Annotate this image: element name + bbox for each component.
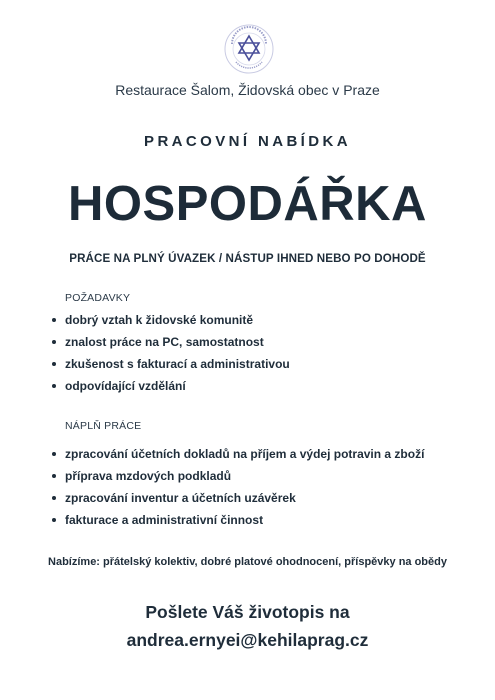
duty-text: příprava mzdových podkladů (65, 469, 232, 483)
contact-email[interactable]: andrea.ernyei@kehilaprag.cz (126, 630, 369, 650)
duties-list (52, 443, 424, 531)
list-item (52, 353, 290, 375)
cta-line: Pošlete Váš životopis na (145, 602, 350, 622)
list-item (52, 509, 424, 531)
employment-terms: PRÁCE NA PLNÝ ÚVAZEK / NÁSTUP IHNED NEBO PO DOHODĚ (69, 252, 426, 265)
requirement-text: dobrý vztah k židovské komunitě (65, 313, 254, 327)
list-item (52, 443, 424, 465)
benefits-line: Nabízíme: přátelský kolektiv, dobré platové ohodnocení, příspěvky na obědy (48, 556, 447, 568)
job-offer-kicker: PRACOVNÍ NABÍDKA (144, 133, 351, 150)
list-item (52, 375, 290, 397)
list-item (52, 487, 424, 509)
community-logo (224, 24, 274, 74)
bullet-icon (52, 452, 56, 456)
restaurant-name: Restaurace Šalom, Židovská obec v Praze (115, 82, 380, 98)
bullet-icon (52, 362, 56, 366)
requirement-text: zkušenost s fakturací a administrativou (65, 357, 290, 371)
bullet-icon (52, 474, 56, 478)
bullet-icon (52, 384, 56, 388)
list-item (52, 331, 290, 353)
job-title: HOSPODÁŘKA (68, 177, 427, 231)
duty-text: zpracování inventur a účetních uzávěrek (65, 491, 296, 505)
star-of-david-seal-icon (224, 24, 274, 74)
duties-heading: NÁPLŇ PRÁCE (65, 420, 142, 432)
list-item (52, 309, 290, 331)
bullet-icon (52, 496, 56, 500)
requirement-text: odpovídající vzdělání (65, 379, 186, 393)
duty-text: zpracování účetních dokladů na příjem a výdej potravin a zboží (65, 447, 425, 461)
bullet-icon (52, 340, 56, 344)
list-item (52, 465, 424, 487)
requirements-heading: POŽADAVKY (65, 292, 131, 304)
duty-text: fakturace a administrativní činnost (65, 513, 264, 527)
bullet-icon (52, 318, 56, 322)
bullet-icon (52, 518, 56, 522)
requirement-text: znalost práce na PC, samostatnost (65, 335, 264, 349)
requirements-list (52, 309, 290, 397)
